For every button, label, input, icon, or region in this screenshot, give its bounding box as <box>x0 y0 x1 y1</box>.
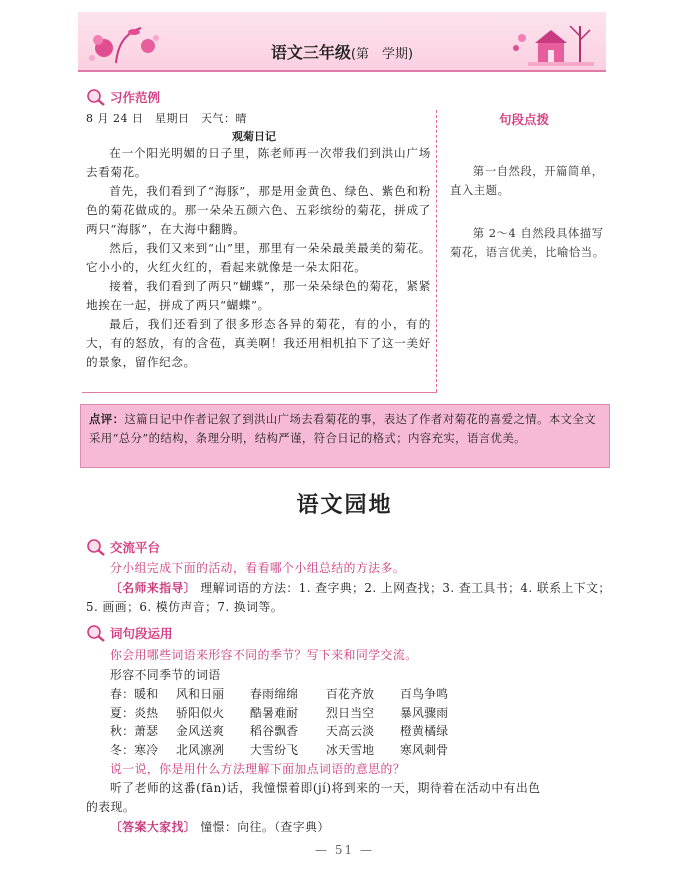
header-banner <box>78 12 606 72</box>
book-title-main: 语文三年级 <box>270 43 351 62</box>
side-note <box>450 162 608 200</box>
section-example-heading <box>86 88 160 106</box>
teacher-tip-text: 理解词语的方法：1. 查字典；2. 上网查找；3. 查工具书；4. 联系上下文；5. 画画；6. 模仿声音；7. 换词等。 <box>86 581 611 614</box>
season-cell: 秋：萧瑟 <box>110 724 159 738</box>
answer-label: 〔答案大家找〕 <box>110 820 197 834</box>
essay-paragraph: 然后，我们又来到“山”里，那里有一朵朵最美最美的菊花。它小小的，火红火红的，看起来就像是一朵太阳花。 <box>86 241 431 274</box>
section-words-heading <box>86 624 173 642</box>
answer-line <box>110 818 330 837</box>
season-row <box>110 704 470 723</box>
answer-text: 憧憬：向往。（查字典） <box>200 820 330 834</box>
side-note-text: 第 2～4 自然段具体描写菊花，语言优美，比喻恰当。 <box>450 226 605 259</box>
section-words-title: 词句段运用 <box>110 626 173 641</box>
teacher-tip-label: 〔名师来指导〕 <box>110 581 197 595</box>
say-prompt: 说一说，你是用什么方法理解下面加点词语的意思的？ <box>110 762 406 776</box>
season-cell: 天高云淡 <box>326 724 375 738</box>
section-exchange-heading <box>86 538 160 556</box>
season-cell: 冰天雪地 <box>326 742 375 757</box>
season-cell: 稻谷飘香 <box>250 724 299 738</box>
magnifier-icon <box>86 88 106 106</box>
season-row <box>110 741 470 760</box>
season-row <box>110 685 470 704</box>
season-cell: 北风凛冽 <box>176 742 225 757</box>
side-note-text: 第一自然段，开篇简单，直入主题。 <box>450 164 604 197</box>
section-exchange-title: 交流平台 <box>110 540 161 555</box>
words-table-heading: 形容不同季节的词语 <box>110 668 221 682</box>
essay-paragraph: 首先，我们看到了“海豚”，那是用金黄色、绿色、紫色和粉色的菊花做成的。那一朵朵五颜六色、五彩缤纷的菊花，拼成了两只“海豚”，在大海中翻腾。 <box>86 184 431 236</box>
season-cell: 春：暖和 <box>110 687 159 701</box>
page-number: — 51 — <box>315 843 374 857</box>
magnifier-icon <box>86 624 106 642</box>
example-bottom-rule <box>82 392 437 393</box>
house-decoration-icon <box>508 16 598 70</box>
side-notes-heading: 句段点拨 <box>498 112 549 127</box>
season-cell: 夏：炎热 <box>110 705 159 720</box>
exchange-prompt: 分小组完成下面的活动，看看哪个小组总结的方法多。 <box>110 561 406 575</box>
essay-paragraph: 在一个阳光明媚的日子里，陈老师再一次带我们到洪山广场去看菊花。 <box>86 146 431 179</box>
season-word-table <box>110 685 470 759</box>
season-cell: 金风送爽 <box>176 724 225 738</box>
column-divider <box>436 110 437 392</box>
season-row <box>110 722 470 741</box>
season-cell: 寒风刺骨 <box>400 742 449 757</box>
side-note <box>450 224 608 262</box>
season-cell: 风和日丽 <box>176 687 225 701</box>
example-sentence-line: 听了老师的这番(fān)话，我憧憬着即(jí)将到来的一天，期待着在活动中有出色 <box>110 781 541 795</box>
essay-paragraph: 接着，我们看到了两只“蝴蝶”，那一朵朵绿色的菊花，紧紧地挨在一起，拼成了两只“蝴蝶”。 <box>86 279 431 312</box>
teacher-tip <box>86 579 611 617</box>
season-cell: 暴风骤雨 <box>400 705 449 720</box>
magnifier-icon <box>86 538 106 556</box>
example-sentence-line: 的表现。 <box>86 800 136 814</box>
essay-title: 观菊日记 <box>232 130 276 143</box>
season-cell: 百鸟争鸣 <box>400 687 449 701</box>
season-cell: 春雨绵绵 <box>250 687 299 701</box>
season-cell: 骄阳似火 <box>176 705 225 720</box>
diary-date: 8 月 24 日 星期日 天气：晴 <box>86 112 247 125</box>
season-cell: 烈日当空 <box>326 705 375 720</box>
comment-label: 点评： <box>89 412 125 426</box>
season-cell: 橙黄橘绿 <box>400 724 449 738</box>
essay-paragraph: 最后，我们还看到了很多形态各异的菊花，有的小，有的大，有的怒放，有的含苞，真美啊！我还用相机拍下了这一美好的景象，留作纪念。 <box>86 317 431 369</box>
season-cell: 酷暑难耐 <box>250 705 299 720</box>
essay-body <box>86 144 431 372</box>
season-cell: 百花齐放 <box>326 687 375 701</box>
comment-text: 这篇日记中作者记叙了到洪山广场去看菊花的事，表达了作者对菊花的喜爱之情。本文全文采用“总分”的结构，条理分明，结构严谨，符合日记的格式；内容充实，语言优美。 <box>89 412 597 445</box>
book-title-term: (第 学期) <box>350 47 414 62</box>
words-question: 你会用哪些词语来形容不同的季节？写下来和同学交流。 <box>110 648 418 662</box>
comment-box <box>80 404 610 468</box>
section-example-title: 习作范例 <box>110 90 161 105</box>
season-cell: 冬：寒冷 <box>110 742 159 757</box>
garden-title: 语文园地 <box>296 493 393 518</box>
season-cell: 大雪纷飞 <box>250 742 299 757</box>
